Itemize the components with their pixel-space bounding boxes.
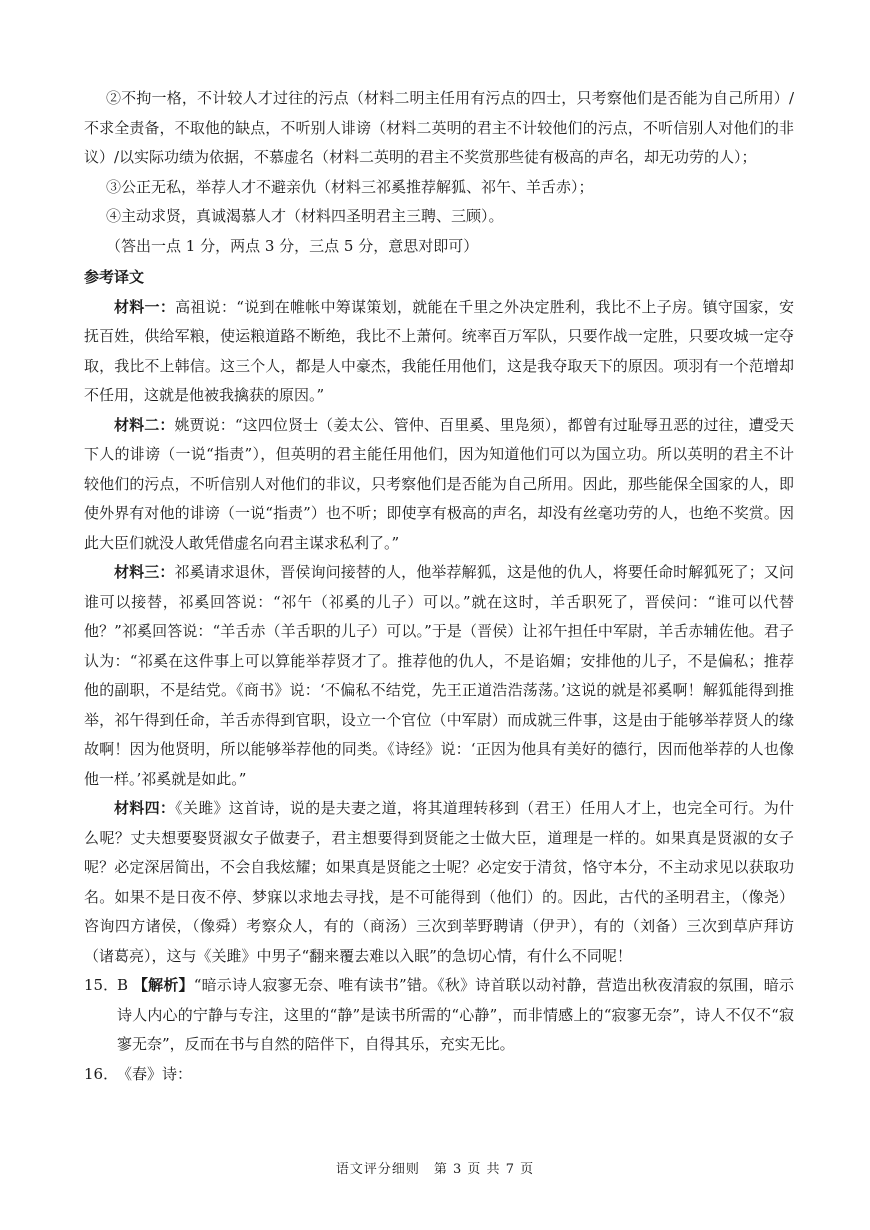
- material-1-text: 高祖说：“说到在帷帐中筹谋策划，就能在千里之外决定胜利，我比不上子房。镇守国家，安抚百姓，供给军粮，使运粮道路不断绝，我比不上萧何。统率百万军队，只要作战一定胜，只要攻城一定夺取，我比不上韩信。这三个人，都是人中豪杰，我能任用他们，这是我夺取天下的原因。项羽有一个范增却不任用，这就是他被我擒获的原因。”: [84, 297, 794, 404]
- answer-point-2: ②不拘一格，不计较人才过往的污点（材料二明主任用有污点的四士，只考察他们是否能为自己所用）/不求全责备，不取他的缺点，不听别人诽谤（材料二英明的君主不计较他们的污点，不听信别人对他们的非议）/以实际功绩为依据，不慕虚名（材料二英明的君主不奖赏那些徒有极高的声名，却无功劳的人）；: [84, 89, 794, 166]
- scoring-note: （答出一点 1 分，两点 3 分，三点 5 分，意思对即可）: [106, 236, 479, 255]
- question-15-number: 15．: [84, 976, 119, 994]
- answer-point-4: ④主动求贤，真诚渴慕人才（材料四圣明君主三聘、三顾）。: [106, 207, 504, 225]
- question-15-answer: B: [117, 976, 129, 994]
- question-15-text: “暗示诗人寂寥无奈、唯有读书”错。《秋》诗首联以动衬静，营造出秋夜清寂的氛围，暗示诗人内心的宁静与专注，这里的“静”是读书所需的“心静”，而非情感上的“寂寥无奈”，诗人不仅不“寂寥无奈”，反而在书与自然的陪伴下，自得其乐，充实无比。: [117, 976, 794, 1053]
- material-3-label: 材料三：: [114, 563, 175, 581]
- material-3-text: 祁奚请求退休，晋侯询问接替的人，他举荐解狐，这是他的仇人，将要任命时解狐死了；又问谁可以接替，祁奚回答说：“祁午（祁奚的儿子）可以。”就在这时，羊舌职死了，晋侯问：“谁可以代替他？”祁奚回答说：“羊舌赤（羊舌职的儿子）可以。”于是（晋侯）让祁午担任中军尉，羊舌赤辅佐他。君子认为：“祁奚在这件事上可以算能举荐贤才了。推荐他的仇人，不是谄媚；安排他的儿子，不是偏私；推荐他的副职，不是结党。《商书》说：‘不偏私不结党，先王正道浩浩荡荡。’这说的就是祁奚啊！解狐能得到推举，祁午得到任命，羊舌赤得到官职，设立一个官位（中军尉）而成就三件事，这是由于能够举荐贤人的缘故啊！因为他贤明，所以能够举荐他的同类。《诗经》说：‘正因为他具有美好的德行，因而他举荐的人也像他一样。’祁奚就是如此。”: [84, 563, 794, 788]
- question-16: [84, 1060, 794, 1090]
- question-15: [84, 971, 794, 1060]
- answer-point-3: ③公正无私，举荐人才不避亲仇（材料三祁奚推荐解狐、祁午、羊舌赤）；: [106, 177, 594, 196]
- material-4-label: 材料四：: [114, 799, 176, 817]
- page-footer: 语文评分细则 第 3 页 共 7 页: [335, 1162, 535, 1177]
- page-content: [84, 84, 794, 1089]
- material-4-paragraph: [84, 794, 794, 971]
- material-2-text: 姚贾说：“这四位贤士（姜太公、管仲、百里奚、里凫须），都曾有过耻辱丑恶的过往，遭受天下人的诽谤（一说“指责”），但英明的君主能任用他们，因为知道他们可以为国立功。所以英明的君主不计较他们的污点，不听信别人对他们的非议，只考察他们是否能为自己所用。因此，那些能保全国家的人，即使外界有对他的诽谤（一说“指责”）也不听；即使享有极高的声名，却没有丝毫功劳的人，也绝不奖赏。因此大臣们就没人敢凭借虚名向君主谋求私利了。”: [84, 415, 794, 552]
- question-16-number: 16．: [84, 1064, 119, 1083]
- material-3-paragraph: [84, 558, 794, 794]
- material-2-label: 材料二：: [114, 415, 175, 434]
- translation-heading: 参考译文: [84, 268, 145, 286]
- material-1-label: 材料一：: [114, 297, 176, 316]
- material-2-paragraph: [84, 411, 794, 559]
- material-4-text: 《关雎》这首诗，说的是夫妻之道，将其道理转移到（君王）任用人才上，也完全可行。为什么呢？丈夫想要娶贤淑女子做妻子，君主想要得到贤能之士做大臣，道理是一样的。如果真是贤淑的女子呢？必定深居简出，不会自我炫耀；如果真是贤能之士呢？必定安于清贫，恪守本分，不主动求见以获取功名。如果不是日夜不停、梦寐以求地去寻找，是不可能得到（他们）的。因此，古代的圣明君主，（像尧）咨询四方诸侯，（像舜）考察众人，有的（商汤）三次到莘野聘请（伊尹），有的（刘备）三次到草庐拜访（诸葛亮），这与《关雎》中男子“翻来覆去难以入眠”的急切心情，有什么不同呢！: [84, 799, 794, 965]
- question-16-text: 《春》诗：: [117, 1064, 193, 1083]
- material-1-paragraph: [84, 293, 794, 411]
- question-15-analysis-tag: 【解析】: [132, 976, 194, 994]
